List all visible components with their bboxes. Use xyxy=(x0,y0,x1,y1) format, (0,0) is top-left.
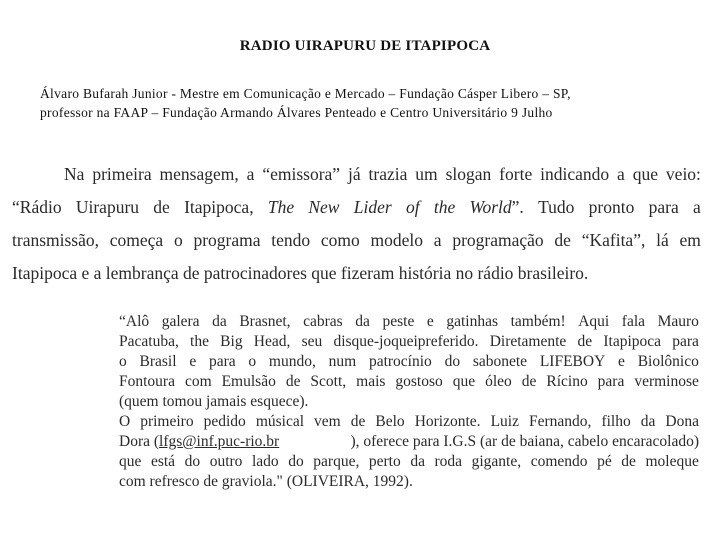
word: Pacatuba, xyxy=(119,333,179,350)
word: patrocínio xyxy=(368,353,432,370)
word: Itapipoca, xyxy=(184,197,254,217)
word: pedido xyxy=(203,413,246,430)
slogan-word: of xyxy=(405,197,420,217)
author-info xyxy=(40,84,680,122)
word: O xyxy=(119,413,131,430)
word: Emulsão xyxy=(221,373,276,390)
word: parque, xyxy=(313,453,360,470)
word: “Kafita”, xyxy=(581,230,646,250)
quote-line-5: (quem tomou jamais esquece). xyxy=(119,393,309,410)
word: e xyxy=(618,353,625,370)
quote-line-7 xyxy=(119,432,699,452)
word: como xyxy=(320,230,360,250)
word: Fontoura xyxy=(119,373,175,390)
word: veio: xyxy=(665,164,701,184)
word: o xyxy=(248,353,257,370)
word: de xyxy=(350,413,366,430)
word: “Rádio xyxy=(12,197,62,217)
author-line-2: professor na FAAP – Fundação Armando Álvares Penteado e Centro Universitário 9 Julho xyxy=(40,105,553,120)
slogan-word: New xyxy=(308,197,340,217)
word: mais xyxy=(356,373,386,390)
word: do xyxy=(184,453,201,470)
word: da xyxy=(212,313,227,330)
main-paragraph xyxy=(12,158,701,290)
word: Belo xyxy=(375,413,405,430)
word: trazia xyxy=(368,164,408,184)
word: Diretamente xyxy=(489,333,567,350)
word: perto xyxy=(368,453,401,470)
quote-line-2 xyxy=(119,332,699,352)
slogan-word: The xyxy=(267,197,295,217)
word: de xyxy=(153,197,170,217)
slogan-word: the xyxy=(433,197,456,217)
word: da xyxy=(355,313,370,330)
word: do xyxy=(288,453,304,470)
word: galera xyxy=(161,313,200,330)
word: gatinhas xyxy=(446,313,499,330)
main-line-2 xyxy=(12,191,701,224)
quote-line-1 xyxy=(119,312,699,332)
quote-line-3 xyxy=(119,352,699,372)
word: já xyxy=(347,164,361,184)
word: Brasnet, xyxy=(239,313,291,330)
word: a xyxy=(693,197,701,217)
quote-line-7-start xyxy=(119,432,279,452)
word: de xyxy=(577,333,593,350)
word: gigante, xyxy=(471,453,522,470)
slogan-word: World xyxy=(469,197,512,217)
word: de xyxy=(621,453,636,470)
word: peste xyxy=(382,313,415,330)
word: pronto xyxy=(588,197,635,217)
word: programação xyxy=(452,230,544,250)
word: verminose xyxy=(634,373,699,390)
word: primeira xyxy=(92,164,152,184)
word: Fernando, xyxy=(529,413,592,430)
word: de xyxy=(554,230,571,250)
word: seu xyxy=(301,333,323,350)
word: primeiro xyxy=(140,413,194,430)
quote-line-4 xyxy=(119,372,699,392)
word: com xyxy=(184,373,212,390)
word: lá xyxy=(656,230,669,250)
word: a xyxy=(246,164,255,184)
word: está xyxy=(150,453,176,470)
word: filho xyxy=(601,413,631,430)
word: Tudo xyxy=(538,197,575,217)
word: que xyxy=(632,164,659,184)
word: Na xyxy=(64,164,85,184)
word: a xyxy=(433,230,442,250)
word: Itapipoca xyxy=(603,333,662,350)
word: roda xyxy=(434,453,463,470)
word: sabonete xyxy=(472,353,528,370)
quote-line-7-prefix: Dora ( xyxy=(119,433,160,450)
word: modelo xyxy=(370,230,424,250)
word: Big xyxy=(220,333,243,350)
word: Dona xyxy=(665,413,699,430)
word: também! xyxy=(510,313,566,330)
word: Mauro xyxy=(657,313,699,330)
author-line-1: Álvaro Bufarah Junior - Mestre em Comunicação e Mercado – Fundação Cásper Libero – SP, xyxy=(40,86,571,101)
word: Brasil xyxy=(139,353,177,370)
word: mensagem, xyxy=(159,164,239,184)
word: da xyxy=(410,453,425,470)
word: comendo xyxy=(530,453,588,470)
word: para xyxy=(672,333,699,350)
word: disque-joqueipreferido. xyxy=(333,333,479,350)
document-title: RADIO UIRAPURU DE ITAPIPOCA xyxy=(239,38,491,54)
word: para xyxy=(597,373,625,390)
main-line-1 xyxy=(12,158,701,191)
word: Biolônico xyxy=(637,353,699,370)
word: de xyxy=(521,373,537,390)
word: músical xyxy=(255,413,305,430)
word: o xyxy=(119,353,127,370)
word: e xyxy=(189,353,197,370)
word: the xyxy=(190,333,209,350)
word: pé xyxy=(597,453,612,470)
word: num xyxy=(328,353,357,370)
word: LIFEBOY xyxy=(539,353,606,370)
word: fala xyxy=(621,313,646,330)
word: do xyxy=(444,353,461,370)
quote-line-8 xyxy=(119,452,699,472)
word: moleque xyxy=(645,453,699,470)
slogan-word: Lider xyxy=(353,197,392,217)
word: Scott, xyxy=(310,373,347,390)
word: programa xyxy=(193,230,261,250)
word: tendo xyxy=(271,230,311,250)
word: óleo xyxy=(485,373,512,390)
word: outro xyxy=(209,453,243,470)
word: da xyxy=(640,413,656,430)
quote-line-9: com refresco de graviola." (OLIVEIRA, 1992). xyxy=(119,473,413,490)
quote-line-7-rest: ), oferece para I.G.S (ar de baiana, cabelo encaracolado) xyxy=(350,433,699,450)
word: a xyxy=(617,164,625,184)
word: em xyxy=(679,230,701,250)
word: Luiz xyxy=(490,413,519,430)
word: o xyxy=(173,230,183,250)
word: “Alô xyxy=(119,313,150,330)
word: Aqui xyxy=(578,313,610,330)
word: que xyxy=(452,373,476,390)
word: que xyxy=(119,453,142,470)
word: Horizonte. xyxy=(414,413,481,430)
word: slogan xyxy=(445,164,492,184)
word: gostoso xyxy=(395,373,443,390)
main-line-4: Itapipoca e a lembrança de patrocinadores que fizeram história no rádio brasileiro. xyxy=(12,263,589,283)
block-quote xyxy=(119,312,699,492)
email-link[interactable]: lfgs@inf.puc-rio.br xyxy=(159,433,280,450)
main-line-3 xyxy=(12,224,701,257)
word: cabras xyxy=(303,313,343,330)
word: e xyxy=(426,313,434,330)
word: lado xyxy=(251,453,279,470)
word: para xyxy=(208,353,236,370)
word: Head, xyxy=(253,333,291,350)
word: vem xyxy=(314,413,341,430)
word: para xyxy=(648,197,679,217)
word: transmissão, xyxy=(12,230,100,250)
slogan-end: World”. xyxy=(469,197,524,217)
word: de xyxy=(285,373,301,390)
word: indicando xyxy=(540,164,610,184)
word: forte xyxy=(499,164,533,184)
word: Rícino xyxy=(546,373,588,390)
quote-line-6 xyxy=(119,412,699,432)
word: começa xyxy=(109,230,164,250)
word: “emissora” xyxy=(262,164,341,184)
word: mundo, xyxy=(268,353,316,370)
word: um xyxy=(415,164,438,184)
word: Uirapuru xyxy=(75,197,140,217)
